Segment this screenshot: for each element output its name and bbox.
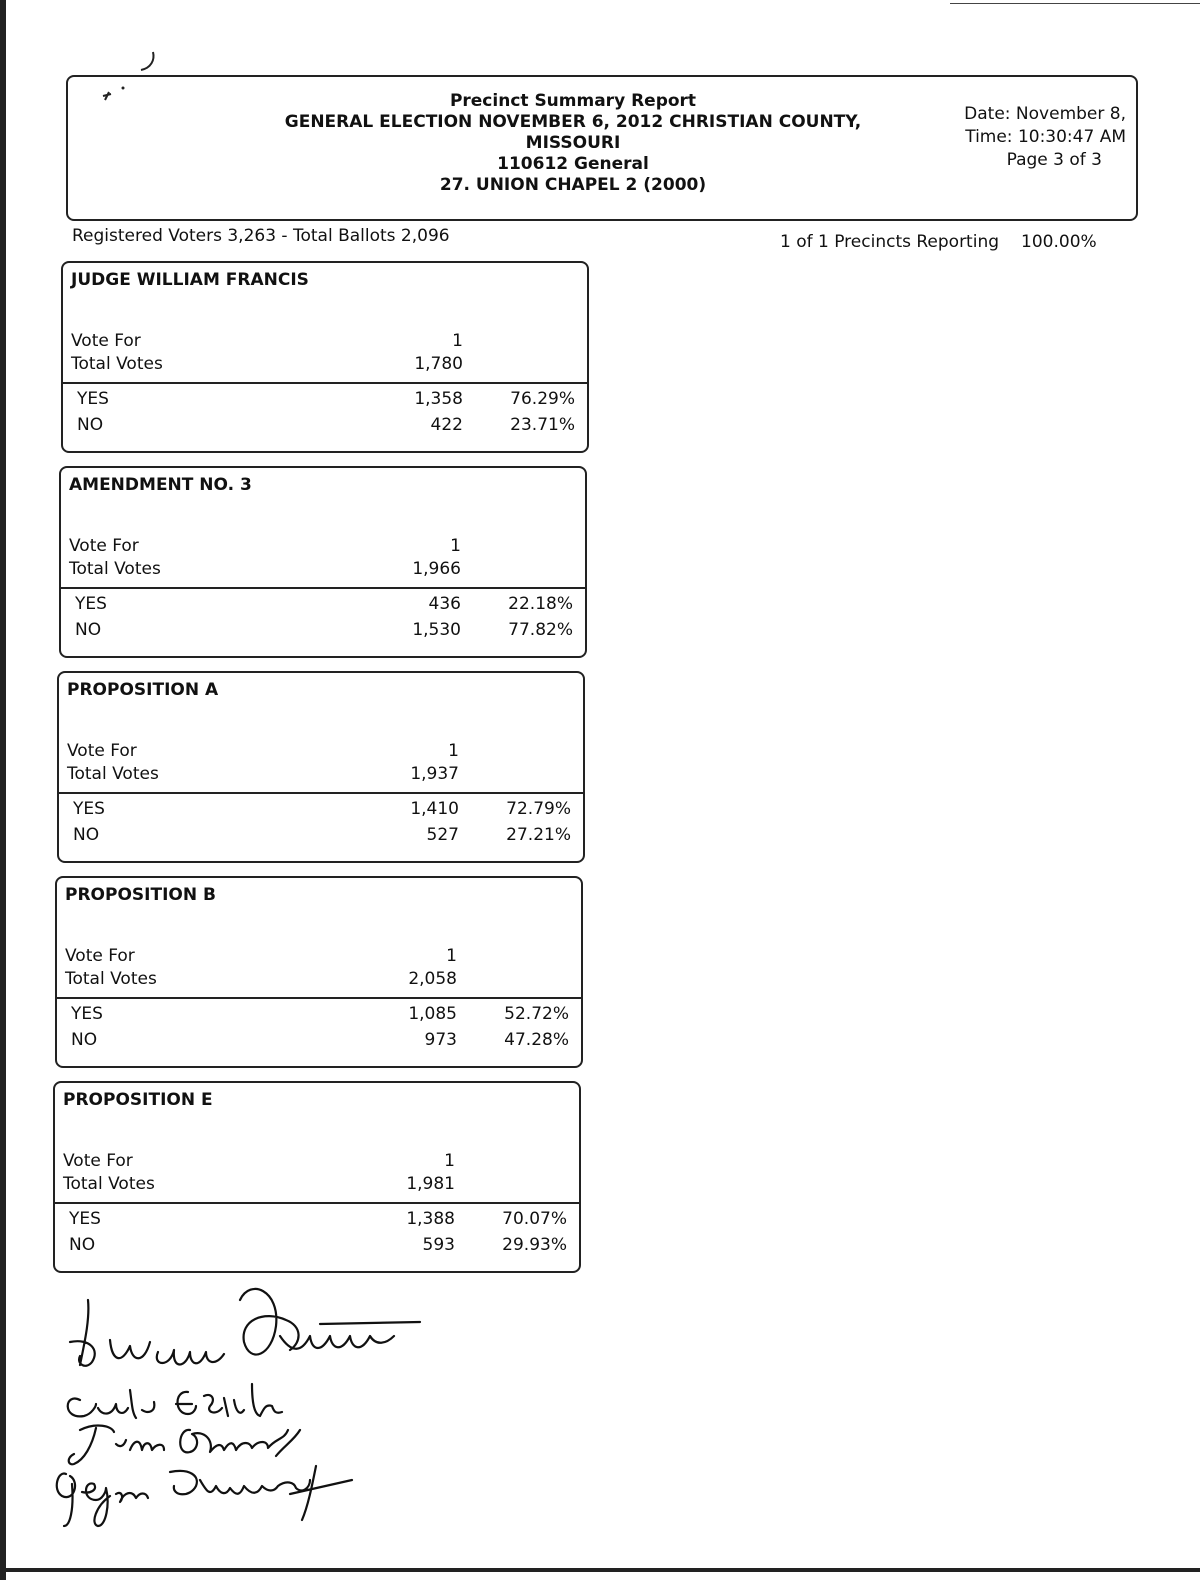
election-name-cont: MISSOURI	[525, 133, 621, 153]
choice-name: NO	[75, 620, 102, 640]
report-meta	[946, 103, 1126, 172]
divider	[57, 997, 581, 999]
signature-4	[57, 1466, 352, 1526]
choice-votes: 527	[426, 825, 459, 845]
total-votes-label: Total Votes	[67, 764, 159, 784]
report-time: Time: 10:30:47 AM	[965, 127, 1126, 147]
choice-percent: 23.71%	[510, 415, 575, 435]
total-votes-value: 2,058	[408, 969, 457, 989]
divider	[61, 587, 585, 589]
vote-for-value: 1	[446, 946, 457, 966]
contest-proposition-b	[55, 876, 583, 1068]
choice-name: YES	[73, 799, 105, 819]
precincts-reporting-label: 1 of 1 Precincts Reporting	[780, 232, 1000, 252]
vote-for-value: 1	[452, 331, 463, 351]
choice-percent: 27.21%	[506, 825, 571, 845]
contest-proposition-a	[57, 671, 585, 863]
choice-name: YES	[75, 594, 107, 614]
precinct-name: 27. UNION CHAPEL 2 (2000)	[439, 175, 707, 195]
scan-edge-bottom	[0, 1568, 1200, 1572]
total-votes-value: 1,780	[414, 354, 463, 374]
precincts-reporting	[780, 232, 1097, 252]
page-number: Page 3 of 3	[1006, 150, 1102, 170]
precincts-reporting-pct: 100.00%	[1021, 232, 1097, 252]
total-votes-label: Total Votes	[69, 559, 161, 579]
total-votes-label: Total Votes	[65, 969, 157, 989]
choice-votes: 1,085	[408, 1004, 457, 1024]
choice-votes: 422	[430, 415, 463, 435]
report-date: Date: November 8,	[964, 104, 1126, 124]
choice-votes: 1,358	[414, 389, 463, 409]
choice-percent: 77.82%	[508, 620, 573, 640]
total-votes-value: 1,966	[412, 559, 461, 579]
total-votes-value: 1,981	[406, 1174, 455, 1194]
registered-voters: Registered Voters 3,263 - Total Ballots 2,096	[72, 226, 450, 246]
signature-1	[70, 1289, 420, 1366]
choice-name: NO	[69, 1235, 96, 1255]
contest-title: AMENDMENT NO. 3	[69, 475, 252, 495]
election-code: 110612 General	[497, 154, 649, 174]
election-name: GENERAL ELECTION NOVEMBER 6, 2012 CHRISTIAN COUNTY,	[284, 112, 862, 132]
signature-2	[68, 1384, 282, 1418]
scan-edge-top	[950, 3, 1200, 4]
choice-name: NO	[77, 415, 104, 435]
choice-votes: 1,388	[406, 1209, 455, 1229]
contest-judge-william-francis	[61, 261, 589, 453]
choice-percent: 52.72%	[504, 1004, 569, 1024]
vote-for-label: Vote For	[67, 741, 137, 761]
vote-for-value: 1	[450, 536, 461, 556]
choice-percent: 76.29%	[510, 389, 575, 409]
divider	[63, 382, 587, 384]
choice-name: NO	[71, 1030, 98, 1050]
choice-votes: 1,530	[412, 620, 461, 640]
report-title: Precinct Summary Report	[449, 91, 697, 111]
vote-for-value: 1	[444, 1151, 455, 1171]
total-votes-label: Total Votes	[71, 354, 163, 374]
total-votes-label: Total Votes	[63, 1174, 155, 1194]
choice-percent: 22.18%	[508, 594, 573, 614]
contest-proposition-e	[53, 1081, 581, 1273]
vote-for-label: Vote For	[71, 331, 141, 351]
contest-title: PROPOSITION E	[63, 1090, 213, 1110]
vote-for-value: 1	[448, 741, 459, 761]
choice-name: YES	[69, 1209, 101, 1229]
choice-votes: 593	[422, 1235, 455, 1255]
choice-votes: 1,410	[410, 799, 459, 819]
choice-votes: 973	[424, 1030, 457, 1050]
contest-title: PROPOSITION B	[65, 885, 216, 905]
choice-votes: 436	[428, 594, 461, 614]
divider	[59, 792, 583, 794]
contest-amendment-no-3	[59, 466, 587, 658]
vote-for-label: Vote For	[63, 1151, 133, 1171]
choice-name: YES	[77, 389, 109, 409]
scan-edge-left	[0, 0, 6, 1580]
vote-for-label: Vote For	[69, 536, 139, 556]
handwritten-signatures	[40, 1280, 460, 1530]
choice-name: YES	[71, 1004, 103, 1024]
contest-title: PROPOSITION A	[67, 680, 219, 700]
report-title-block	[68, 91, 1078, 196]
divider	[55, 1202, 579, 1204]
choice-percent: 29.93%	[502, 1235, 567, 1255]
choice-percent: 72.79%	[506, 799, 571, 819]
choice-name: NO	[73, 825, 100, 845]
contest-title: JUDGE WILLIAM FRANCIS	[71, 270, 309, 290]
choice-percent: 47.28%	[504, 1030, 569, 1050]
signature-3	[69, 1426, 300, 1465]
choice-percent: 70.07%	[502, 1209, 567, 1229]
total-votes-value: 1,937	[410, 764, 459, 784]
report-header	[66, 75, 1138, 221]
vote-for-label: Vote For	[65, 946, 135, 966]
